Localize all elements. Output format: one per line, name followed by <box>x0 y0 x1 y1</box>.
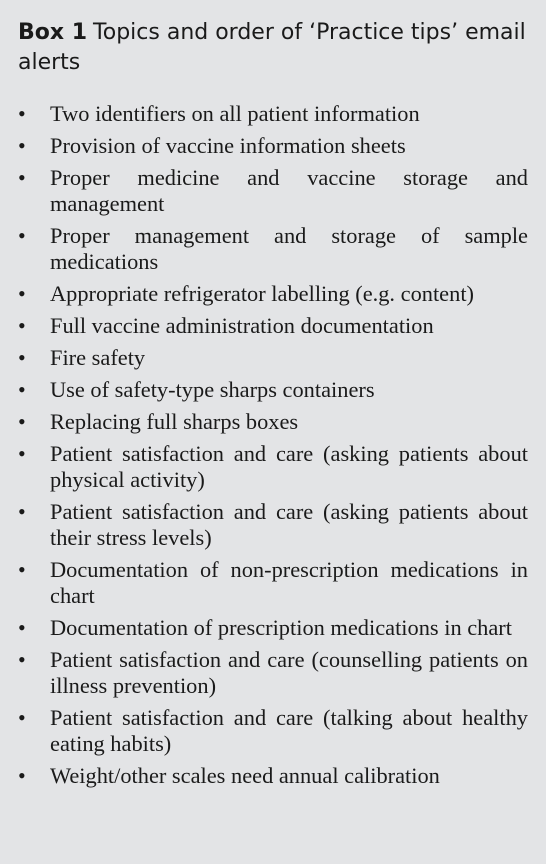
box-heading <box>18 18 528 78</box>
bullet-icon: • <box>18 101 26 126</box>
bullet-icon: • <box>18 763 26 788</box>
list-item-text: Full vaccine administration documentation <box>50 313 434 338</box>
bullet-icon: • <box>18 223 26 248</box>
list-item-text: Appropriate refrigerator labelling (e.g. content) <box>50 281 474 306</box>
bullet-icon: • <box>18 557 26 582</box>
bullet-icon: • <box>18 409 26 434</box>
list-item <box>18 441 528 493</box>
bullet-icon: • <box>18 705 26 730</box>
list-item <box>18 223 528 275</box>
list-item <box>18 499 528 551</box>
list-item <box>18 409 528 435</box>
box-title: Topics and order of ‘Practice tips’ email alerts <box>18 20 526 75</box>
bullet-icon: • <box>18 647 26 672</box>
bullet-icon: • <box>18 313 26 338</box>
list-item <box>18 313 528 339</box>
list-item <box>18 345 528 371</box>
list-item <box>18 705 528 757</box>
list-item-text: Patient satisfaction and care (counselling patients on illness prevention) <box>50 647 528 698</box>
topic-list <box>18 101 528 789</box>
box-label: Box 1 <box>18 20 88 45</box>
list-item <box>18 133 528 159</box>
bullet-icon: • <box>18 281 26 306</box>
list-item <box>18 281 528 307</box>
bullet-icon: • <box>18 165 26 190</box>
list-item-text: Weight/other scales need annual calibration <box>50 763 440 788</box>
list-item-text: Use of safety-type sharps containers <box>50 377 375 402</box>
list-item <box>18 101 528 127</box>
bullet-icon: • <box>18 377 26 402</box>
bullet-icon: • <box>18 133 26 158</box>
list-item <box>18 615 528 641</box>
list-item-text: Two identifiers on all patient information <box>50 101 420 126</box>
list-item <box>18 763 528 789</box>
bullet-icon: • <box>18 441 26 466</box>
list-item <box>18 377 528 403</box>
bullet-icon: • <box>18 345 26 370</box>
list-item-text: Patient satisfaction and care (asking patients about their stress levels) <box>50 499 528 550</box>
bullet-icon: • <box>18 615 26 640</box>
list-item-text: Provision of vaccine information sheets <box>50 133 406 158</box>
list-item-text: Documentation of prescription medications in chart <box>50 615 512 640</box>
list-item-text: Proper medicine and vaccine storage and management <box>50 165 528 216</box>
list-item-text: Patient satisfaction and care (asking patients about physical activity) <box>50 441 528 492</box>
list-item-text: Proper management and storage of sample medications <box>50 223 528 274</box>
list-item <box>18 647 528 699</box>
list-item-text: Replacing full sharps boxes <box>50 409 299 434</box>
list-item <box>18 165 528 217</box>
list-item-text: Patient satisfaction and care (talking about healthy eating habits) <box>50 705 528 756</box>
list-item <box>18 557 528 609</box>
list-item-text: Fire safety <box>50 345 146 370</box>
bullet-icon: • <box>18 499 26 524</box>
list-item-text: Documentation of non-prescription medications in chart <box>50 557 528 608</box>
